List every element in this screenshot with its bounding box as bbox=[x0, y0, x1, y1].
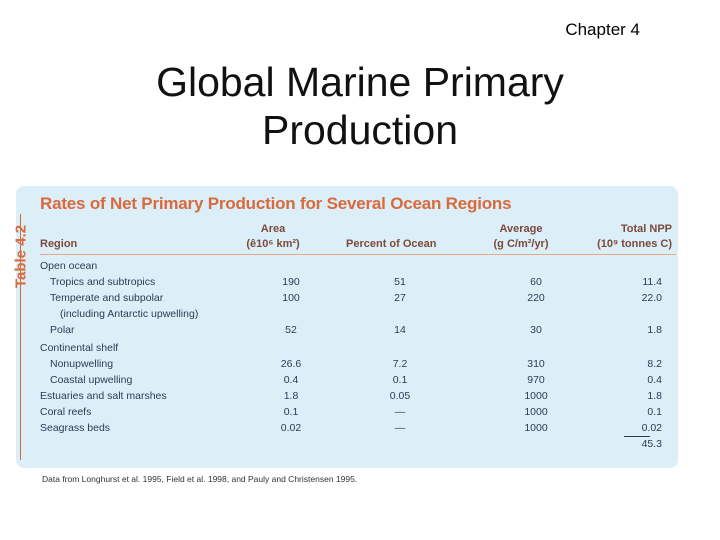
table-row bbox=[40, 275, 676, 291]
cell-area: 1.8 bbox=[283, 390, 299, 402]
cell-area: 0.02 bbox=[280, 422, 302, 434]
cell-area: 190 bbox=[282, 276, 300, 288]
slide-title bbox=[0, 58, 720, 154]
header-average bbox=[481, 222, 561, 252]
sum-rule bbox=[624, 436, 650, 437]
cell-percent: 51 bbox=[394, 276, 406, 288]
header-percent: Percent of Ocean bbox=[346, 238, 437, 250]
cell-area: 100 bbox=[282, 292, 300, 304]
cell-area: 0.1 bbox=[283, 406, 299, 418]
cell-percent: 0.1 bbox=[392, 374, 408, 386]
table-number-label: Table 4.2 bbox=[12, 224, 30, 289]
cell-region: Open ocean bbox=[40, 260, 98, 272]
table-row bbox=[40, 307, 676, 323]
cell-average: 1000 bbox=[524, 390, 548, 402]
cell-region: Seagrass beds bbox=[40, 422, 111, 434]
chapter-label: Chapter 4 bbox=[565, 20, 640, 39]
table-row bbox=[40, 341, 676, 357]
header-area-line-1: Area bbox=[260, 223, 286, 235]
header-divider bbox=[40, 254, 676, 255]
cell-region: Tropics and subtropics bbox=[50, 276, 156, 288]
cell-average: 30 bbox=[530, 324, 542, 336]
cell-region: Estuaries and salt marshes bbox=[40, 390, 167, 402]
cell-npp: 0.1 bbox=[647, 406, 662, 418]
cell-region: Polar bbox=[50, 324, 75, 336]
cell-area: 52 bbox=[285, 324, 297, 336]
cell-npp: 8.2 bbox=[647, 358, 662, 370]
cell-region: Coastal upwelling bbox=[50, 374, 133, 386]
cell-npp: 0.4 bbox=[647, 374, 662, 386]
header-npp-line-1: Total NPP bbox=[620, 223, 672, 235]
cell-area: 0.4 bbox=[283, 374, 299, 386]
table-row bbox=[40, 405, 676, 421]
header-average-line-1: Average bbox=[499, 223, 543, 235]
table-row bbox=[40, 373, 676, 389]
header-area-line-2: (ê10⁶ km²) bbox=[246, 238, 300, 250]
table-row bbox=[40, 291, 676, 307]
table-panel bbox=[12, 186, 678, 468]
cell-npp: 11.4 bbox=[642, 276, 662, 288]
cell-percent: — bbox=[394, 422, 406, 434]
cell-average: 1000 bbox=[524, 406, 548, 418]
table-row bbox=[40, 259, 676, 275]
header-npp-line-2: (10⁹ tonnes C) bbox=[597, 238, 672, 250]
table-row bbox=[40, 357, 676, 373]
header-total-npp bbox=[592, 222, 672, 252]
header-region: Region bbox=[40, 238, 78, 250]
table-row bbox=[40, 421, 676, 437]
cell-region: (including Antarctic upwelling) bbox=[60, 308, 199, 320]
cell-npp: 1.8 bbox=[647, 324, 662, 336]
cell-average: 1000 bbox=[524, 422, 548, 434]
cell-average: 970 bbox=[527, 374, 545, 386]
table-source-note: Data from Longhurst et al. 1995, Field et al. 1998, and Pauly and Christensen 1995. bbox=[42, 474, 358, 484]
cell-region: Continental shelf bbox=[40, 342, 119, 354]
header-area bbox=[238, 222, 308, 252]
cell-percent: 0.05 bbox=[389, 390, 411, 402]
table-row bbox=[40, 323, 676, 339]
cell-area: 26.6 bbox=[280, 358, 302, 370]
cell-average: 220 bbox=[527, 292, 545, 304]
cell-percent: 14 bbox=[394, 324, 406, 336]
table-row bbox=[40, 389, 676, 405]
cell-percent: 7.2 bbox=[392, 358, 408, 370]
cell-region: Temperate and subpolar bbox=[50, 292, 164, 304]
cell-percent: 27 bbox=[394, 292, 406, 304]
slide-title-line-1: Global Marine Primary bbox=[156, 59, 564, 105]
header-average-line-2: (g C/m²/yr) bbox=[493, 238, 549, 250]
cell-npp: 22.0 bbox=[641, 292, 662, 304]
cell-average: 310 bbox=[527, 358, 545, 370]
table-title: Rates of Net Primary Production for Several Ocean Regions bbox=[40, 194, 512, 213]
cell-npp: 0.02 bbox=[641, 422, 662, 434]
cell-npp: 1.8 bbox=[647, 390, 662, 402]
total-npp: 45.3 bbox=[641, 438, 662, 450]
cell-percent: — bbox=[394, 406, 406, 418]
cell-region: Nonupwelling bbox=[50, 358, 114, 370]
slide-title-line-2: Production bbox=[261, 107, 458, 153]
cell-average: 60 bbox=[530, 276, 542, 288]
cell-region: Coral reefs bbox=[40, 406, 92, 418]
